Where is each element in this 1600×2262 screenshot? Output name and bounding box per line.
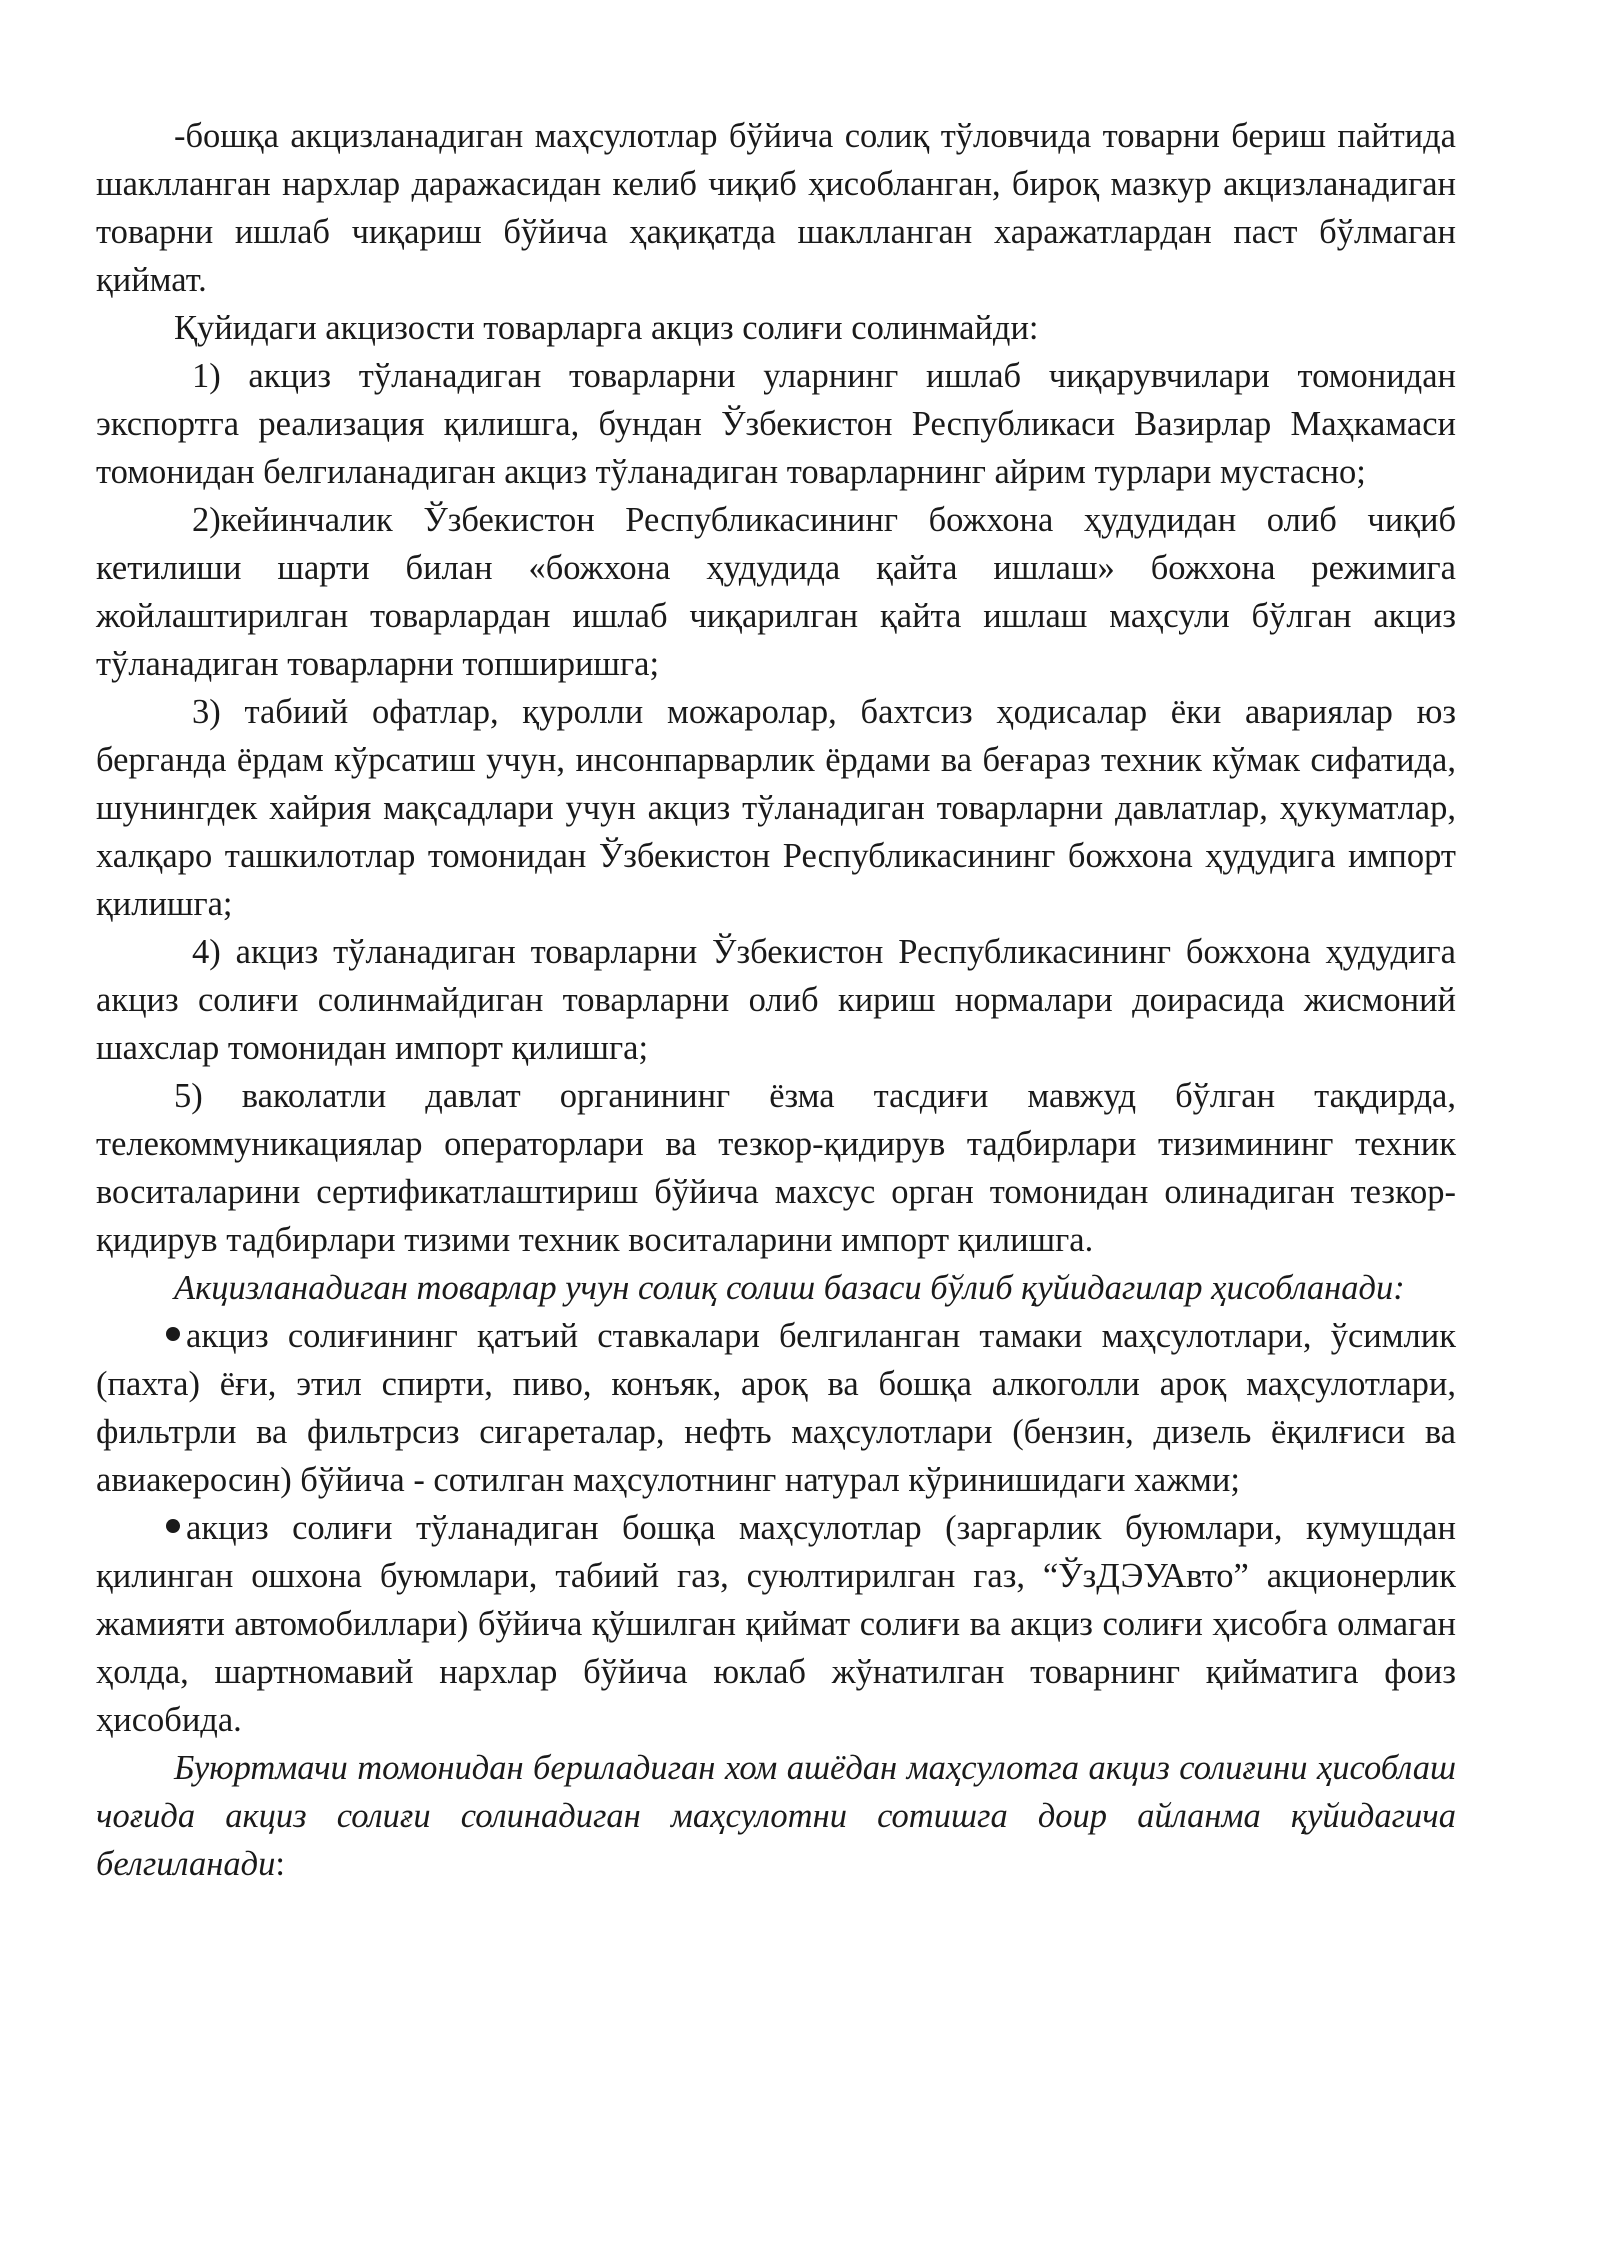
tax-base-bullet-2	[96, 1504, 1456, 1744]
exemption-item-2: 2)кейинчалик Ўзбекистон Республикасининг божхона ҳудудидан олиб чиқиб кетилиши шарти билан «божхона ҳудудида қайта ишлаш» божхона режимига жойлаштирилган товарлардан ишлаб чиқарилган қайта ишлаш маҳсули бўлган акциз тўланадиган товарларни топширишга;	[96, 501, 1456, 683]
tax-base-heading: Акцизланадиган товарлар учун солиқ солиш базаси бўлиб қуйидагилар ҳисобланади:	[174, 1269, 1405, 1307]
exemption-item-3: 3) табиий офатлар, қуролли можаролар, бахтсиз ҳодисалар ёки авариялар юз берганда ёрдам кўрсатиш учун, инсонпарварлик ёрдами ва беғараз техник кўмак сифатида, шунингдек хайрия мақсадлари учун акциз тўланадиган товарларни давлатлар, ҳукуматлар, халқаро ташкилотлар томонидан Ўзбекистон Республикасининг божхона ҳудудига импорт қилишга;	[96, 693, 1456, 923]
tax-base-bullet-1	[96, 1312, 1456, 1504]
trailing-colon: :	[275, 1845, 285, 1883]
bullet-text: акциз солиғи тўланадиган бошқа маҳсулотлар (заргарлик буюмлари, кумушдан қилинган ошхона буюмлари, табиий газ, суюлтирилган газ, “ЎзДЭУАвто” акционерлик жамияти автомобиллари) бўйича қўшилган қиймат солиғи ва акциз солиғи ҳисобга олмаган ҳолда, шартномавий нархлар бўйича юклаб жўнатилган товарнинг қийматига фоиз ҳисобида.	[96, 1509, 1456, 1739]
exemption-item-5: 5) ваколатли давлат органининг ёзма тасдиғи мавжуд бўлган тақдирда, телекоммуникациялар операторлари ва тезкор-қидирув тадбирлари тизимининг техник воситаларини сертификатлаштириш бўйича махсус орган томонидан олинадиган тезкор-қидирув тадбирлари тизими техник воситаларини импорт қилишга.	[96, 1077, 1456, 1259]
exemption-item-4: 4) акциз тўланадиган товарларни Ўзбекистон Республикасининг божхона ҳудудига акциз солиғи солинмайдиган товарларни олиб кириш нормалари доирасида жисмоний шахслар томонидан импорт қилишга;	[96, 933, 1456, 1067]
paragraph-exempt-intro: Қуйидаги акцизости товарларга акциз солиғи солинмайди:	[174, 309, 1039, 347]
exemption-item-1: 1) акциз тўланадиган товарларни уларнинг ишлаб чиқарувчилари томонидан экспортга реализация қилишга, бундан Ўзбекистон Республикаси Вазирлар Маҳкамаси томонидан белгиланадиган акциз тўланадиган товарларнинг айрим турлари мустасно;	[96, 357, 1456, 491]
customer-raw-material-paragraph	[96, 1744, 1456, 1888]
customer-raw-material-text: Буюртмачи томонидан бериладиган хом ашёдан маҳсулотга акциз солиғини ҳисоблаш чоғида акциз солиғи солинадиган маҳсулотни сотишга доир айланма қуйидагича белгиланади	[96, 1749, 1456, 1883]
bullet-icon	[166, 1519, 180, 1533]
bullet-icon	[166, 1327, 180, 1341]
document-page	[96, 112, 1456, 1888]
bullet-text: акциз солиғининг қатъий ставкалари белгиланган тамаки маҳсулотлари, ўсимлик (пахта) ёғи, этил спирти, пиво, конъяк, ароқ ва бошқа алкоголли ароқ маҳсулотлари, фильтрли ва фильтрсиз сигареталар, нефть маҳсулотлари (бензин, дизель ёқилғиси ва авиакеросин) бўйича - сотилган маҳсулотнинг натурал кўринишидаги хажми;	[96, 1317, 1456, 1499]
paragraph-other-excise-goods: -бошқа акцизланадиган маҳсулотлар бўйича солиқ тўловчида товарни бериш пайтида шаклланган нархлар даражасидан келиб чиқиб ҳисобланган, бироқ мазкур акцизланадиган товарни ишлаб чиқариш бўйича ҳақиқатда шаклланган харажатлардан паст бўлмаган қиймат.	[96, 117, 1456, 299]
